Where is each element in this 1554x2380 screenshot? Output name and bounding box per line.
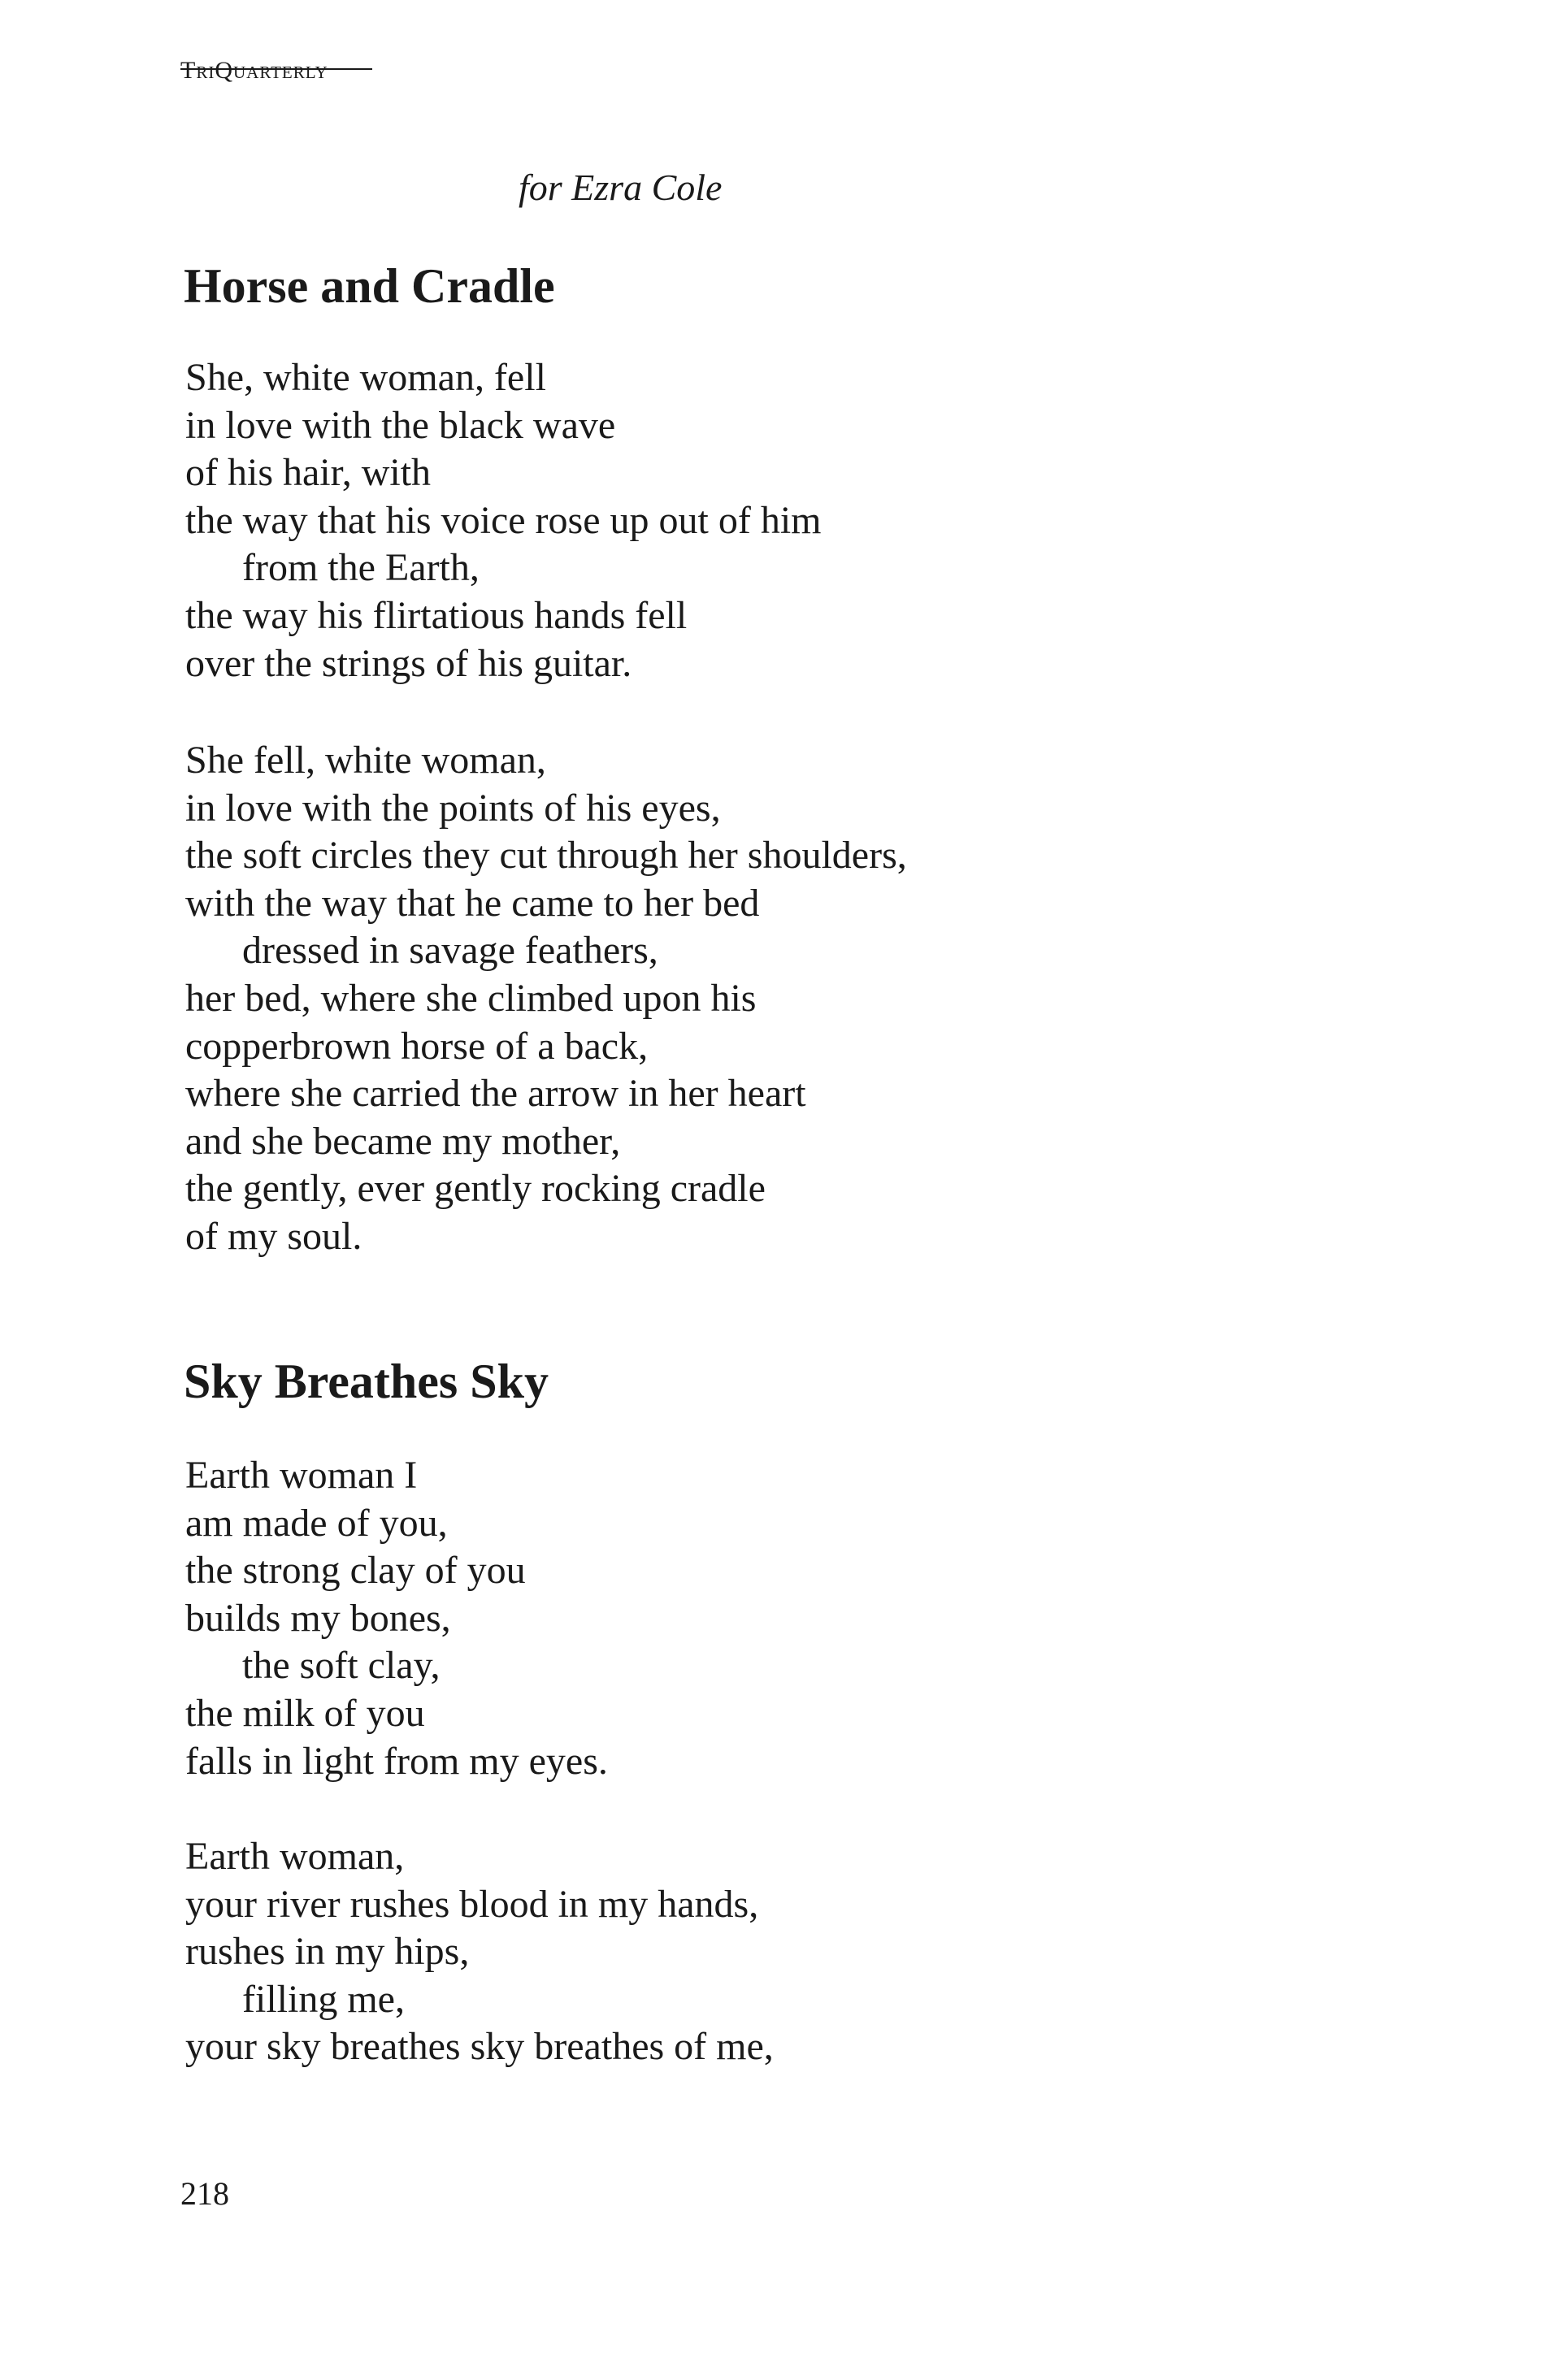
poem-line-indented: from the Earth, (242, 546, 480, 590)
poem-line: She, white woman, fell (185, 356, 546, 399)
poem-line: over the strings of his guitar. (185, 641, 632, 685)
poem-line: in love with the black wave (185, 403, 616, 447)
stanza (185, 354, 822, 687)
poem-line: her bed, where she climbed upon his (185, 976, 757, 1020)
poem-title-horse-and-cradle: Horse and Cradle (184, 259, 555, 313)
poem-line: am made of you, (185, 1501, 448, 1545)
poem-line: the way his flirtatious hands fell (185, 593, 688, 637)
poem-line: your sky breathes sky breathes of me, (185, 2025, 774, 2069)
poem-line-indented: dressed in savage feathers, (242, 929, 658, 973)
poem-line: builds my bones, (185, 1596, 451, 1640)
poem-line-indented: filling me, (242, 1977, 405, 2021)
poem-line: Earth woman I (185, 1454, 418, 1497)
running-head: TriQuarterly (180, 57, 328, 84)
dedication: for Ezra Cole (519, 167, 723, 208)
poem-line: Earth woman, (185, 1835, 405, 1878)
poem-line: with the way that he came to her bed (185, 881, 760, 925)
poem-line: of my soul. (185, 1214, 362, 1258)
poem-line: the gently, ever gently rocking cradle (185, 1167, 766, 1211)
poem-line: where she carried the arrow in her heart (185, 1072, 806, 1116)
stanza (185, 737, 907, 1261)
poem-line: falls in light from my eyes. (185, 1739, 608, 1783)
poem-line: the way that his voice rose up out of him (185, 498, 822, 542)
poem-line: the milk of you (185, 1691, 425, 1735)
poem-line: the strong clay of you (185, 1549, 526, 1593)
poem-line: your river rushes blood in my hands, (185, 1882, 759, 1926)
stanza (185, 1452, 608, 1785)
poem-line: in love with the points of his eyes, (185, 786, 721, 830)
poem-line-indented: the soft clay, (242, 1644, 441, 1688)
poem-title-sky-breathes-sky: Sky Breathes Sky (184, 1355, 549, 1408)
poem-line: rushes in my hips, (185, 1930, 470, 1974)
poem-line: copperbrown horse of a back, (185, 1024, 649, 1068)
poem-line: of his hair, with (185, 451, 432, 495)
page-number: 218 (180, 2175, 229, 2212)
poem-line: She fell, white woman, (185, 739, 546, 782)
stanza (185, 1833, 774, 2071)
running-head-rule (180, 68, 372, 70)
poem-line: and she became my mother, (185, 1119, 621, 1163)
poem-line: the soft circles they cut through her shoulders, (185, 834, 907, 878)
